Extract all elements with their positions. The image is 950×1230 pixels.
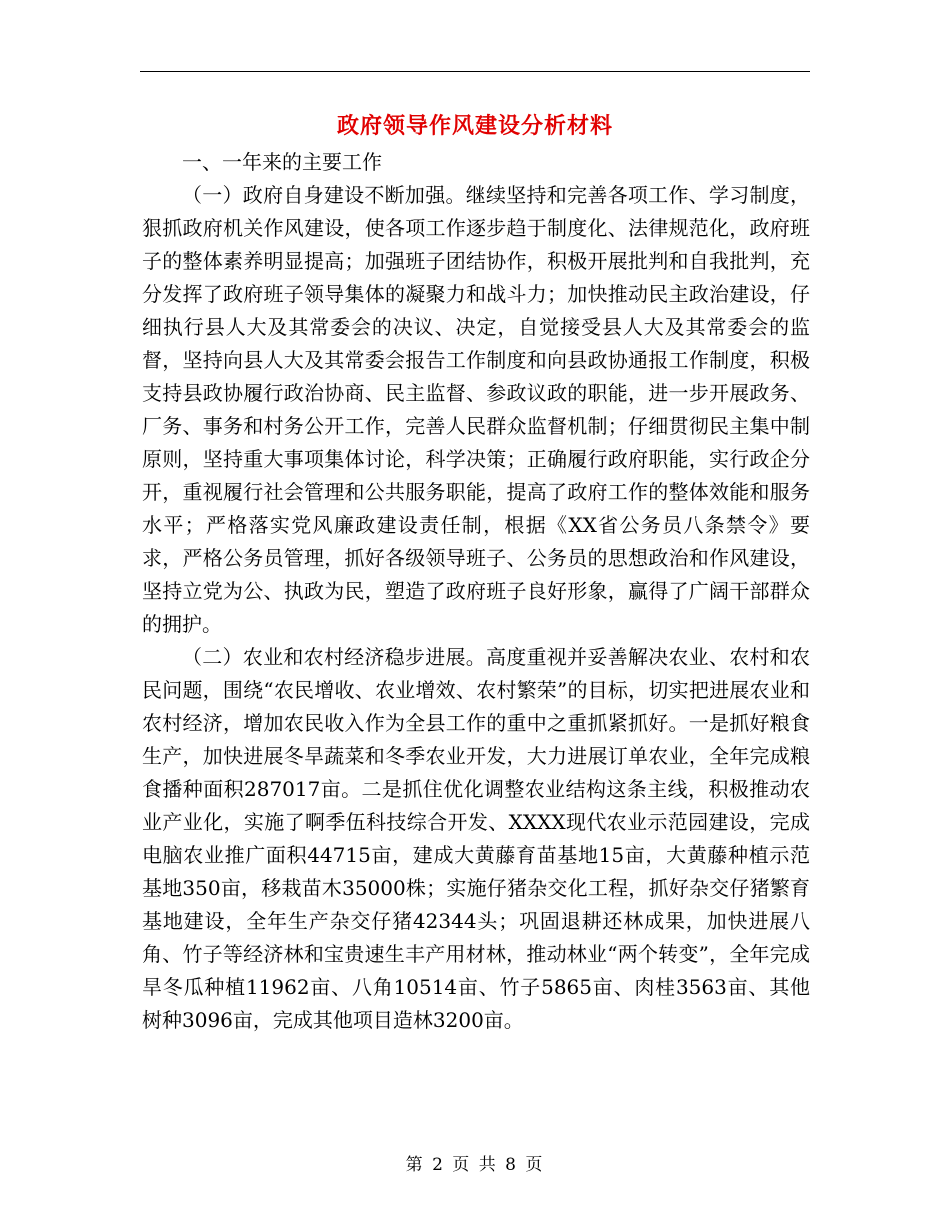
page-number: 第 2 页 共 8 页 bbox=[405, 1155, 545, 1175]
paragraph-agriculture: （二）农业和农村经济稳步进展。高度重视并妥善解决农业、农村和农民问题，围绕“农民增收、农业增效、农村繁荣”的目标，切实把进展农业和农村经济，增加农民收入作为全县工作的重中之重抓紧抓好。一是抓好粮食生产，加快进展冬旱蔬菜和冬季农业开发，大力进展订单农业，全年完成粮食播种面积287017亩。二是抓住优化调整农业结构这条主线，积极推动农业产业化，实施了啊季伍科技综合开发、XXXX现代农业示范园建设，完成电脑农业推广面积44715亩，建成大黄藤育苗基地15亩，大黄藤种植示范基地350亩，移栽苗木35000株；实施仔猪杂交化工程，抓好杂交仔猪繁育基地建设，全年生产杂交仔猪42344头；巩固退耕还林成果，加快进展八角、竹子等经济林和宝贵速生丰产用材林，推动林业“两个转变”，全年完成旱冬瓜种植11962亩、八角10514亩、竹子5865亩、肉桂3563亩、其他树种3096亩，完成其他项目造林3200亩。 bbox=[142, 645, 810, 1032]
section-heading: 一、一年来的主要工作 bbox=[182, 150, 382, 174]
paragraph-government-building: （一）政府自身建设不断加强。继续坚持和完善各项工作、学习制度，狠抓政府机关作风建设，使各项工作逐步趋于制度化、法律规范化，政府班子的整体素养明显提高；加强班子团结协作，积极开展批判和自我批判，充分发挥了政府班子领导集体的凝聚力和战斗力；加快推动民主政治建设，仔细执行县人大及其常委会的决议、决定，自觉接受县人大及其常委会的监督，坚持向县人大及其常委会报告工作制度和向县政协通报工作制度，积极支持县政协履行政治协商、民主监督、参政议政的职能，进一步开展政务、厂务、事务和村务公开工作，完善人民群众监督机制；仔细贯彻民主集中制原则，坚持重大事项集体讨论，科学决策；正确履行政府职能，实行政企分开，重视履行社会管理和公共服务职能，提高了政府工作的整体效能和服务水平；严格落实党风廉政建设责任制，根据《XX省公务员八条禁令》要求，严格公务员管理，抓好各级领导班子、公务员的思想政治和作风建设，坚持立党为公、执政为民，塑造了政府班子良好形象，赢得了广阔干部群众的拥护。 bbox=[142, 183, 810, 636]
document-title: 政府领导作风建设分析材料 bbox=[336, 113, 613, 139]
document-body bbox=[142, 146, 810, 1037]
header-rule bbox=[140, 71, 810, 72]
